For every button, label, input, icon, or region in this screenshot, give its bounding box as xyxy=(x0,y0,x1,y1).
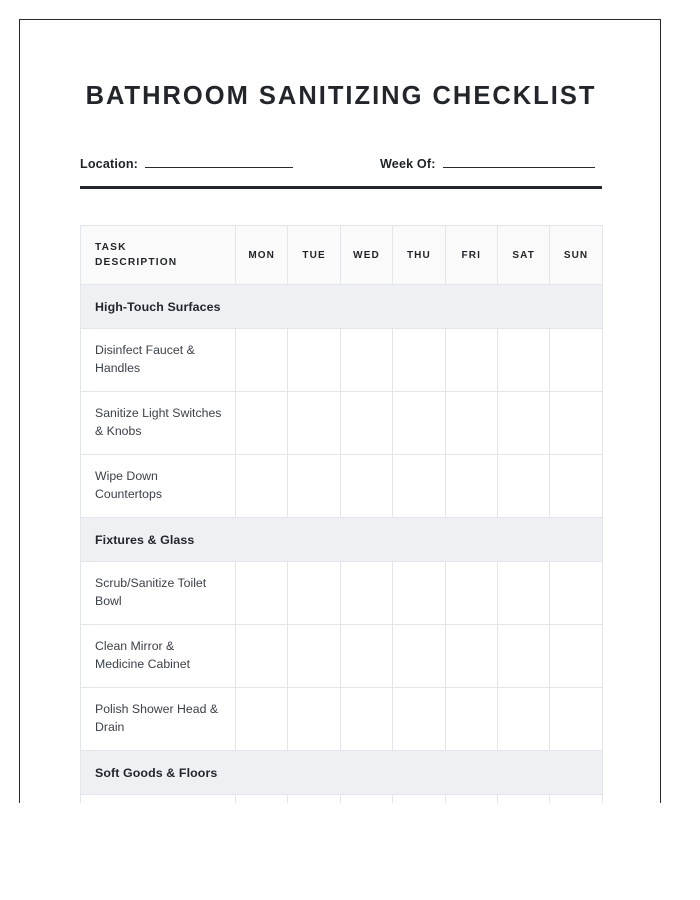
day-header-sat: SAT xyxy=(497,226,549,285)
table-header-row xyxy=(81,226,603,285)
checkbox-cell-sat[interactable] xyxy=(497,688,549,751)
table-row xyxy=(81,562,603,625)
checkbox-cell-sat[interactable] xyxy=(497,795,549,804)
checkbox-cell-thu[interactable] xyxy=(393,688,445,751)
section-title: Fixtures & Glass xyxy=(81,518,603,562)
checkbox-cell-sun[interactable] xyxy=(550,795,602,804)
meta-fields-row xyxy=(80,154,602,180)
checkbox-cell-mon[interactable] xyxy=(236,329,288,392)
checklist-table xyxy=(80,225,603,803)
checkbox-cell-sun[interactable] xyxy=(550,562,602,625)
checkbox-cell-tue[interactable] xyxy=(288,688,340,751)
checkbox-cell-wed[interactable] xyxy=(340,688,392,751)
task-label: Scrub/Sanitize Toilet Bowl xyxy=(81,562,236,625)
table-row xyxy=(81,688,603,751)
checkbox-cell-thu[interactable] xyxy=(393,625,445,688)
table-header xyxy=(81,226,603,285)
checkbox-cell-fri[interactable] xyxy=(445,562,497,625)
checkbox-cell-tue[interactable] xyxy=(288,455,340,518)
checkbox-cell-wed[interactable] xyxy=(340,392,392,455)
checkbox-cell-sat[interactable] xyxy=(497,625,549,688)
task-label: Sanitize Light Switches & Knobs xyxy=(81,392,236,455)
checkbox-cell-sun[interactable] xyxy=(550,625,602,688)
week-of-blank-line[interactable] xyxy=(443,154,595,168)
checkbox-cell-tue[interactable] xyxy=(288,562,340,625)
checkbox-cell-thu[interactable] xyxy=(393,392,445,455)
checkbox-cell-wed[interactable] xyxy=(340,562,392,625)
section-title: High-Touch Surfaces xyxy=(81,285,603,329)
checkbox-cell-wed[interactable] xyxy=(340,795,392,804)
checkbox-cell-sat[interactable] xyxy=(497,455,549,518)
checkbox-cell-fri[interactable] xyxy=(445,688,497,751)
table-row xyxy=(81,625,603,688)
checkbox-cell-tue[interactable] xyxy=(288,392,340,455)
location-field xyxy=(80,154,293,171)
checkbox-cell-wed[interactable] xyxy=(340,455,392,518)
checkbox-cell-mon[interactable] xyxy=(236,392,288,455)
table-row xyxy=(81,329,603,392)
checkbox-cell-sat[interactable] xyxy=(497,562,549,625)
section-header-row xyxy=(81,518,603,562)
page-title: BATHROOM SANITIZING CHECKLIST xyxy=(85,82,597,110)
day-header-tue: TUE xyxy=(288,226,340,285)
checkbox-cell-mon[interactable] xyxy=(236,562,288,625)
task-header-line1: TASK xyxy=(95,241,127,253)
checkbox-cell-sun[interactable] xyxy=(550,392,602,455)
checkbox-cell-fri[interactable] xyxy=(445,795,497,804)
day-header-thu: THU xyxy=(393,226,445,285)
checkbox-cell-mon[interactable] xyxy=(236,795,288,804)
checkbox-cell-mon[interactable] xyxy=(236,688,288,751)
day-header-sun: SUN xyxy=(550,226,602,285)
checkbox-cell-tue[interactable] xyxy=(288,625,340,688)
section-title: Soft Goods & Floors xyxy=(81,751,603,795)
checkbox-cell-sat[interactable] xyxy=(497,329,549,392)
checkbox-cell-sun[interactable] xyxy=(550,455,602,518)
task-label: Polish Shower Head & Drain xyxy=(81,688,236,751)
checkbox-cell-sun[interactable] xyxy=(550,688,602,751)
task-label: Clean Mirror & Medicine Cabinet xyxy=(81,625,236,688)
checkbox-cell-wed[interactable] xyxy=(340,625,392,688)
checkbox-cell-thu[interactable] xyxy=(393,795,445,804)
checkbox-cell-fri[interactable] xyxy=(445,455,497,518)
checkbox-cell-tue[interactable] xyxy=(288,329,340,392)
section-header-row xyxy=(81,285,603,329)
table-body xyxy=(81,285,603,804)
checkbox-cell-fri[interactable] xyxy=(445,392,497,455)
day-header-mon: MON xyxy=(236,226,288,285)
task-label: Disinfect Faucet & Handles xyxy=(81,329,236,392)
checkbox-cell-thu[interactable] xyxy=(393,455,445,518)
checkbox-cell-thu[interactable] xyxy=(393,329,445,392)
checkbox-cell-thu[interactable] xyxy=(393,562,445,625)
task-header-line2: DESCRIPTION xyxy=(95,257,178,268)
task-label xyxy=(81,795,236,804)
document-page xyxy=(19,19,661,803)
checkbox-cell-tue[interactable] xyxy=(288,795,340,804)
checkbox-cell-mon[interactable] xyxy=(236,455,288,518)
checkbox-cell-wed[interactable] xyxy=(340,329,392,392)
checkbox-cell-fri[interactable] xyxy=(445,625,497,688)
day-header-fri: FRI xyxy=(445,226,497,285)
task-description-header xyxy=(81,226,236,285)
header-divider-rule xyxy=(80,186,602,189)
task-label: Wipe Down Countertops xyxy=(81,455,236,518)
checkbox-cell-mon[interactable] xyxy=(236,625,288,688)
table-row xyxy=(81,795,603,804)
table-row xyxy=(81,392,603,455)
checkbox-cell-fri[interactable] xyxy=(445,329,497,392)
table-row xyxy=(81,455,603,518)
page-content xyxy=(20,20,661,803)
location-blank-line[interactable] xyxy=(145,154,293,168)
checkbox-cell-sun[interactable] xyxy=(550,329,602,392)
week-of-label: Week Of: xyxy=(380,157,436,171)
location-label: Location: xyxy=(80,157,139,171)
day-header-wed: WED xyxy=(340,226,392,285)
week-of-field xyxy=(380,154,595,171)
section-header-row xyxy=(81,751,603,795)
checkbox-cell-sat[interactable] xyxy=(497,392,549,455)
